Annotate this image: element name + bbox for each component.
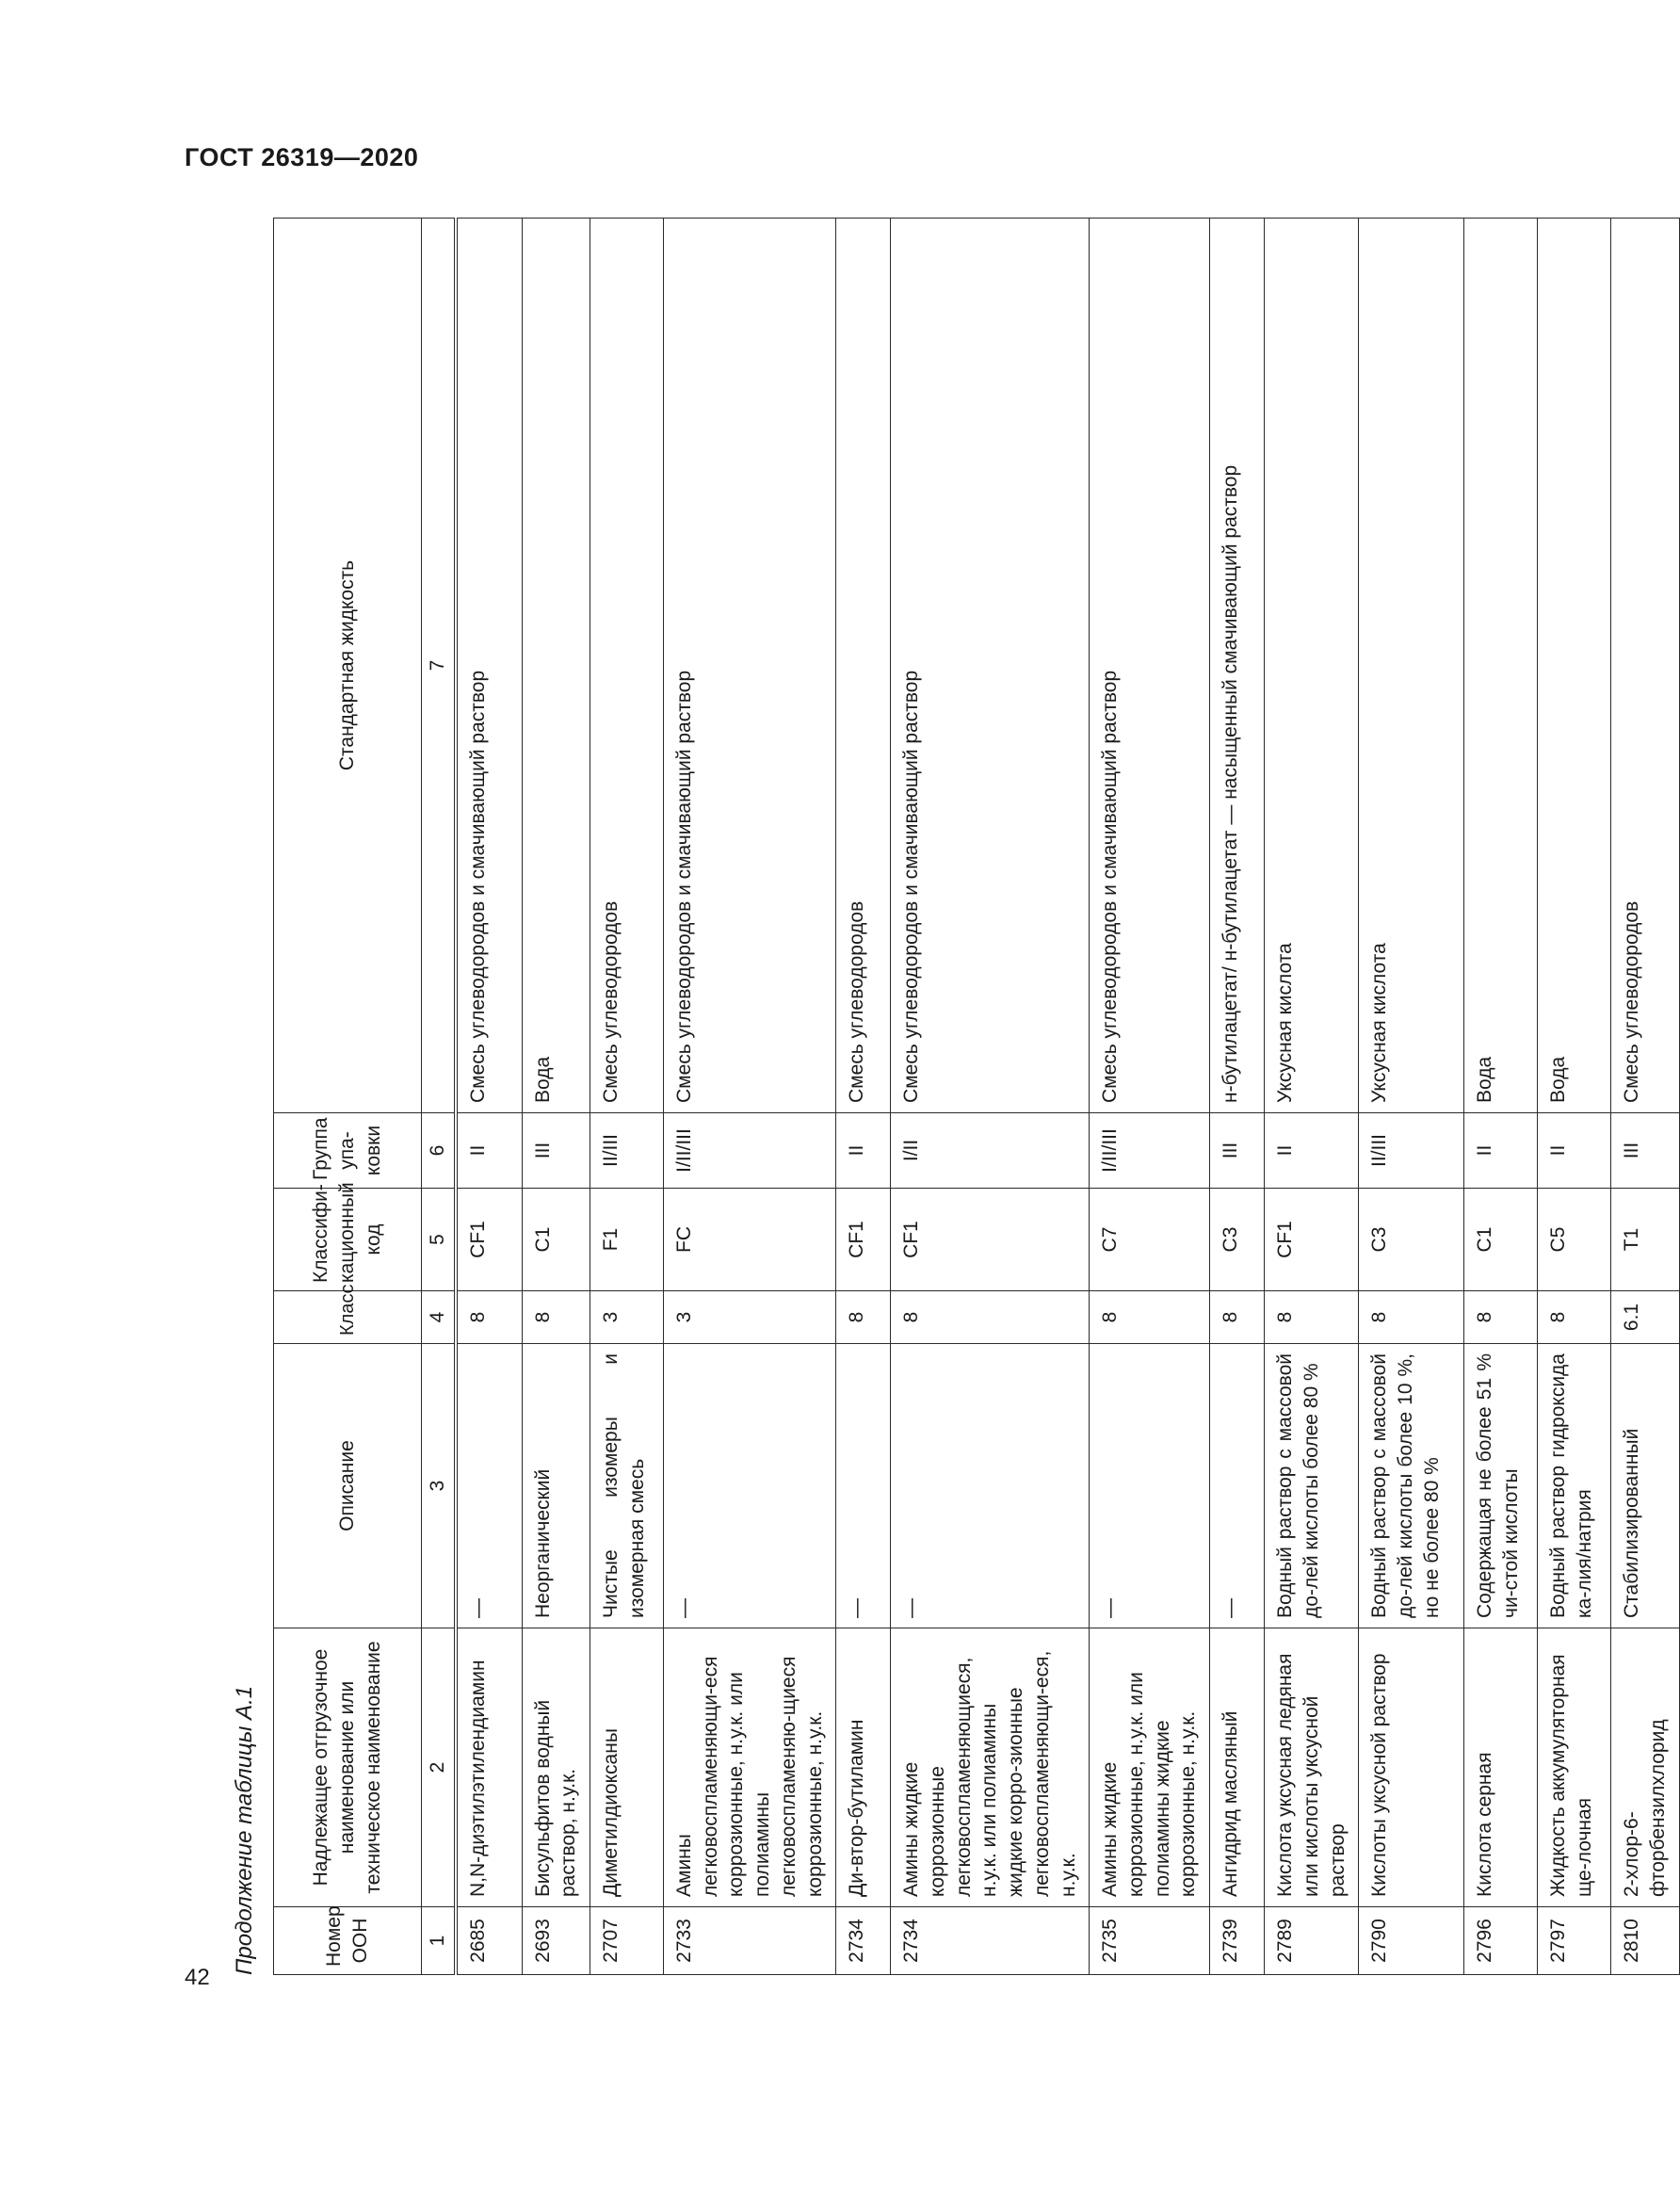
table-cell-desc: Водный раствор с массовой до-лей кислоты более 80 %: [1265, 1344, 1359, 1628]
column-header: Надлежащее отгрузочное наименование или техническое наименование: [274, 1628, 422, 1907]
table-cell-desc: Содержащая не более 51 % чи-стой кислоты: [1464, 1344, 1538, 1628]
table-cell-cls: 8: [1210, 1291, 1265, 1344]
table-cell-liquid: Смесь углеводородов: [1611, 219, 1679, 1113]
table-cell-un: 2734: [836, 1907, 891, 1975]
table-cell-liquid: Вода: [1464, 219, 1538, 1113]
column-number: 6: [422, 1113, 457, 1189]
table-cell-code: F1: [590, 1189, 663, 1291]
table-cell-pg: II: [1265, 1113, 1359, 1189]
table-cell-un: 2685: [456, 1907, 522, 1975]
table-cell-code: CF1: [836, 1189, 891, 1291]
table-cell-pg: I/II/III: [1090, 1113, 1210, 1189]
table-cell-name: Ди-втор-бутиламин: [836, 1628, 891, 1907]
column-number: 2: [422, 1628, 457, 1907]
table-cell-pg: II: [1538, 1113, 1611, 1189]
table-cell-pg: II/III: [1359, 1113, 1464, 1189]
table-cell-pg: III: [1611, 1113, 1679, 1189]
column-number: 5: [422, 1189, 457, 1291]
table-cell-desc: —: [1090, 1344, 1210, 1628]
table-cell-desc: Чистые изомеры и изомерная смесь: [590, 1344, 663, 1628]
column-header: Классифи-кационный код: [274, 1189, 422, 1291]
table-row: [522, 219, 590, 1975]
column-number: 1: [422, 1907, 457, 1975]
table-cell-cls: 8: [1359, 1291, 1464, 1344]
table-row: [1464, 219, 1538, 1975]
table-cell-cls: 6.1: [1611, 1291, 1679, 1344]
column-number: 4: [422, 1291, 457, 1344]
table-cell-un: 2733: [663, 1907, 835, 1975]
table-cell-name: Бисульфитов водный раствор, н.у.к.: [522, 1628, 590, 1907]
table-cell-pg: II: [1464, 1113, 1538, 1189]
table-cell-name: Амины жидкие коррозионные легковоспламеняющиеся, н.у.к. или полиамины жидкие корро-зионные легковоспламеняющи-еся, н.у.к.: [891, 1628, 1090, 1907]
table-cell-pg: II/III: [590, 1113, 663, 1189]
table-cell-desc: Водный раствор гидроксида ка-лия/натрия: [1538, 1344, 1611, 1628]
table-cell-cls: 8: [1538, 1291, 1611, 1344]
table-cell-code: T1: [1611, 1189, 1679, 1291]
table-cell-desc: —: [1210, 1344, 1265, 1628]
table-row: [663, 219, 835, 1975]
table-cell-pg: III: [1210, 1113, 1265, 1189]
table-cell-name: Жидкость аккумуляторная ще-лочная: [1538, 1628, 1611, 1907]
column-header: Описание: [274, 1344, 422, 1628]
table-row: [1210, 219, 1265, 1975]
table-cell-code: C3: [1210, 1189, 1265, 1291]
table-cell-liquid: Смесь углеводородов: [836, 219, 891, 1113]
column-header: Стандартная жидкость: [274, 219, 422, 1113]
table-cell-name: Диметилдиоксаны: [590, 1628, 663, 1907]
table-cell-un: 2797: [1538, 1907, 1611, 1975]
table-row: [1090, 219, 1210, 1975]
table-cell-code: C1: [1464, 1189, 1538, 1291]
table-cell-liquid: Уксусная кислота: [1359, 219, 1464, 1113]
table-cell-liquid: Смесь углеводородов и смачивающий раствор: [891, 219, 1090, 1113]
table-cell-desc: Стабилизированный: [1611, 1344, 1679, 1628]
table-row: [590, 219, 663, 1975]
table-row: [1265, 219, 1359, 1975]
table-row: [891, 219, 1090, 1975]
table-cell-cls: 8: [1464, 1291, 1538, 1344]
table-cell-name: 2-хлор-6-фторбензилхлорид: [1611, 1628, 1679, 1907]
column-header: Класс: [274, 1291, 422, 1344]
table-row: [456, 219, 522, 1975]
table-cell-desc: —: [663, 1344, 835, 1628]
table-cell-pg: I/II/III: [663, 1113, 835, 1189]
page-number: 42: [185, 1965, 210, 1990]
table-cell-un: 2734: [891, 1907, 1090, 1975]
table-cell-cls: 8: [1265, 1291, 1359, 1344]
table-cell-un: 2707: [590, 1907, 663, 1975]
table-row: [1611, 219, 1679, 1975]
table-cell-liquid: Уксусная кислота: [1265, 219, 1359, 1113]
table-cell-un: 2790: [1359, 1907, 1464, 1975]
column-number: 3: [422, 1344, 457, 1628]
table-cell-pg: III: [522, 1113, 590, 1189]
table-row: [1538, 219, 1611, 1975]
table-cell-code: CF1: [891, 1189, 1090, 1291]
table-cell-code: C7: [1090, 1189, 1210, 1291]
table-cell-un: 2735: [1090, 1907, 1210, 1975]
document-header: ГОСТ 26319—2020: [185, 143, 419, 171]
table-cell-desc: Водный раствор с массовой до-лей кислоты более 10 %, но не более 80 %: [1359, 1344, 1464, 1628]
rotated-table-area: [217, 219, 1670, 1975]
table-cell-liquid: Вода: [1538, 219, 1611, 1113]
table-cell-cls: 8: [522, 1291, 590, 1344]
data-table: [273, 218, 1680, 1975]
table-row: [1359, 219, 1464, 1975]
table-header-row: [274, 219, 422, 1975]
table-cell-name: N,N-диэтилэтилендиамин: [456, 1628, 522, 1907]
table-cell-cls: 3: [663, 1291, 835, 1344]
table-cell-un: 2739: [1210, 1907, 1265, 1975]
table-caption: Продолжение таблицы А.1: [232, 1685, 257, 1975]
table-cell-liquid: н-бутилацетат/ н-бутилацетат — насыщенный смачивающий раствор: [1210, 219, 1265, 1113]
table-cell-liquid: Смесь углеводородов и смачивающий раствор: [663, 219, 835, 1113]
table-cell-liquid: Вода: [522, 219, 590, 1113]
table-cell-desc: —: [456, 1344, 522, 1628]
table-cell-cls: 3: [590, 1291, 663, 1344]
table-body: [456, 219, 1679, 1975]
table-cell-code: C3: [1359, 1189, 1464, 1291]
table-cell-liquid: Смесь углеводородов и смачивающий раствор: [1090, 219, 1210, 1113]
table-cell-desc: Неорганический: [522, 1344, 590, 1628]
table-cell-name: Амины легковоспламеняющи-еся коррозионные, н.у.к. или полиамины легковоспламеняю-щиеся коррозионные, н.у.к.: [663, 1628, 835, 1907]
table-cell-cls: 8: [891, 1291, 1090, 1344]
column-number: 7: [422, 219, 457, 1113]
table-cell-pg: II: [456, 1113, 522, 1189]
table-cell-code: CF1: [456, 1189, 522, 1291]
table-cell-cls: 8: [836, 1291, 891, 1344]
table-cell-un: 2810: [1611, 1907, 1679, 1975]
table-cell-name: Кислоты уксусной раствор: [1359, 1628, 1464, 1907]
table-cell-un: 2693: [522, 1907, 590, 1975]
table-cell-desc: —: [891, 1344, 1090, 1628]
column-header: Номер ООН: [274, 1907, 422, 1975]
table-cell-name: Ангидрид масляный: [1210, 1628, 1265, 1907]
column-header: Группа упа-ковки: [274, 1113, 422, 1189]
table-cell-un: 2796: [1464, 1907, 1538, 1975]
table-cell-name: Кислота серная: [1464, 1628, 1538, 1907]
table-cell-pg: I/II: [891, 1113, 1090, 1189]
table-cell-desc: —: [836, 1344, 891, 1628]
table-cell-name: Кислота уксусная ледяная или кислоты уксусной раствор: [1265, 1628, 1359, 1907]
table-cell-cls: 8: [1090, 1291, 1210, 1344]
table-cell-code: C1: [522, 1189, 590, 1291]
column-number-row: [422, 219, 457, 1975]
table-row: [836, 219, 891, 1975]
table-cell-pg: II: [836, 1113, 891, 1189]
table-cell-cls: 8: [456, 1291, 522, 1344]
table-cell-code: CF1: [1265, 1189, 1359, 1291]
table-cell-name: Амины жидкие коррозионные, н.у.к. или полиамины жидкие коррозионные, н.у.к.: [1090, 1628, 1210, 1907]
table-cell-liquid: Смесь углеводородов и смачивающий раствор: [456, 219, 522, 1113]
table-cell-code: FC: [663, 1189, 835, 1291]
table-cell-code: C5: [1538, 1189, 1611, 1291]
table-cell-liquid: Смесь углеводородов: [590, 219, 663, 1113]
table-cell-un: 2789: [1265, 1907, 1359, 1975]
